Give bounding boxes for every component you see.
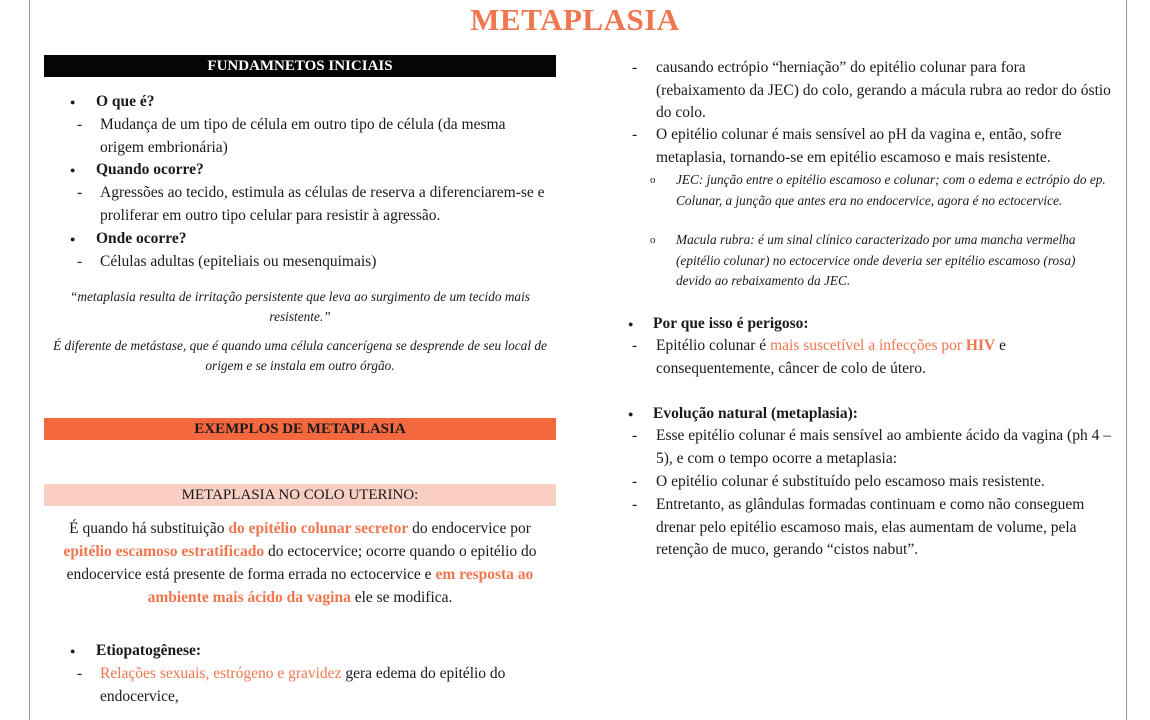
page-right-border [1126,0,1127,720]
page-title: METAPLASIA [470,2,680,37]
exemplos-header: EXEMPLOS DE METAPLASIA [44,418,556,440]
metastase-note: É diferente de metástase, que é quando uma célula cancerígena se desprende de seu local de origem e se instala em outro órgão. [53,338,547,373]
page-left-border [29,0,30,720]
colo-uterino-paragraph: É quando há substituição do epitélio colunar secretor do endocervice por epitélio escamoso estratificado do ectocervice; ocorre quando o epitélio do endocervice está presente de forma errada no ectocervice e em resposta ao ambiente mais ácido da vagina ele se modifica. [63,520,537,606]
document-page: METAPLASIA FUNDAMNETOS INICIAIS O que é? - Mudança de um tipo de célula em outro tipo de célula (da mesma origem embrionária) Quando ocorre? - Agressões ao tecido, estimula as células de reserva a diferenciarem-se e proliferar em outro tipo celular para resistir à agressão. Onde ocorre? - Células adultas (epiteliais ou mesenquimais) “metaplasia resulta de irritação persistente que leva ao surgimento de um tecido mais resistente.” É diferente de metástase, que é quando uma célula cancerígena se desprende de seu local de origem e se instala em outro órgão. EXEMPLOS DE METAPLASIA METAPLASIA NO COLO UTERINO: É quando há substituição do epitélio colunar secretor do endocervice por epitélio escamoso estratificado do ectocervice; ocorre quando o epitélio do endocervice está presente de forma errada no ectocervice e em resposta ao ambiente mais ácido da vagina ele se modifica. Etiopatogênese: - Relações sexuais, estrógeno e gravidez gera edema do epitélio do endocervice, - causando ectrópio “herniação” do epitélio colunar para fora (rebaixamento da JEC) do colo, gerando a mácula rubra ao redor do óstio do colo. - O epitélio colunar é mais sensível ao pH da vagina e, então, sofre metaplasia, tornando-se em epitélio escamoso e mais resistente. o JEC: junção entre o epitélio escamoso e colunar; com o edema e ectrópio do ep. Colunar, a junção que antes era no endocervice, agora é no ectocervice. o Macula rubra: é um sinal clínico caracterizado por uma mancha vermelha (epitélio colunar) no ectocervice onde deveria ser epitélio escamoso (rosa) devido ao rebaixamento da JEC. Por que isso é perigoso: - Epitélio colunar é mais suscetível a infecções por HIV e consequentemente, câncer de colo de útero. Evolução natural (metaplasia): - Esse epitélio colunar é mais sensível ao ambiente ácido da vagina (ph 4 – 5), e com o tempo ocorre a metaplasia: - O epitélio colunar é substituído pelo escamoso mais resistente. - Entretanto, as glândulas formadas continuam e como não conseguem drenar pelo epitélio escamoso mais, elas aumentam de volume, pela retenção de muco, gerando “cistos nabut”. [0,0,1150,720]
quote-text: “metaplasia resulta de irritação persistente que leva ao surgimento de um tecido mais resistente.” [70,289,530,324]
fundamentos-header: FUNDAMNETOS INICIAIS [44,55,556,77]
colo-uterino-header: METAPLASIA NO COLO UTERINO: [44,484,556,506]
